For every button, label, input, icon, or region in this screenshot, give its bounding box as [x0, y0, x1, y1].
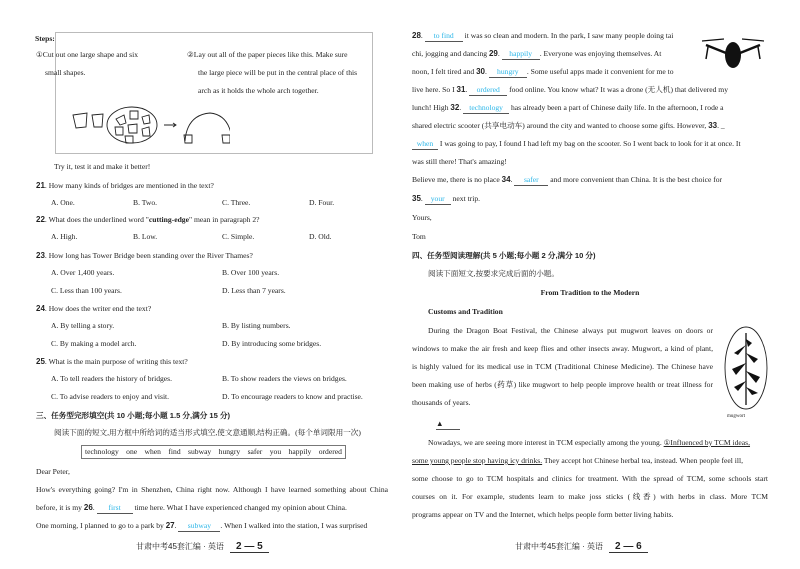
word-bank-item: one [126, 447, 138, 456]
step-1: ①Cut out one large shape and six [36, 50, 138, 59]
section-3-heading: 三、任务型完形填空(共 10 小题;每小题 1.5 分,满分 15 分) [36, 411, 231, 420]
paragraph-line: Nowadays, we are seeing more interest in TCM especially among the young. ①Influenced by TCM ideas, [428, 438, 751, 447]
letter-signature: Tom [412, 232, 426, 241]
question-21: 21. How many kinds of bridges are mentioned in the text? [36, 181, 214, 190]
option-25-b[interactable]: B. To show readers the views on bridges. [222, 374, 347, 383]
letter-greeting: Dear Peter, [36, 467, 70, 476]
word-bank-item: ordered [318, 447, 342, 456]
option-24-b[interactable]: B. By listing numbers. [222, 321, 291, 330]
option-25-a[interactable]: A. To tell readers the history of bridges. [51, 374, 173, 383]
option-21-c[interactable]: C. Three. [222, 198, 251, 207]
letter-line: before, it is my 26. first time here. What I have experienced changed my opinion about China. [36, 503, 347, 512]
section-4-instruction: 阅读下面短文,按要求完成后面的小题。 [428, 269, 559, 278]
word-bank-item: technology [85, 447, 119, 456]
word-bank-item: subway [188, 447, 212, 456]
blank-29[interactable]: happily [502, 49, 540, 60]
blank-33[interactable]: when [412, 139, 438, 150]
footer-right: 甘肃中考45套汇编 · 英语 2 — 6 [515, 541, 648, 552]
blank-32[interactable]: technology [463, 103, 509, 114]
passage-line: Believe me, there is no place 34. safer and more convenient than China. It is the best choice for [412, 175, 723, 184]
word-bank-item: happily [288, 447, 312, 456]
blank-30[interactable]: hungry [489, 67, 527, 78]
mugwort-caption: mugwort [727, 414, 746, 419]
question-23: 23. How long has Tower Bridge been standing over the River Thames? [36, 251, 253, 260]
option-24-d[interactable]: D. By introducing some bridges. [222, 339, 322, 348]
passage-subtitle: Customs and Tradition [428, 307, 503, 316]
letter-line: One morning, I planned to go to a park by 27. subway . When I walked into the station, I was surprised [36, 521, 368, 530]
arch-pieces-illustration [70, 105, 230, 150]
blank-35[interactable]: your [425, 194, 451, 205]
passage-line: 28. to find it was so clean and modern. In the park, I saw many people doing tai [412, 31, 674, 40]
paragraph-line: programs appear on TV and the Internet, which helps people form better living habits. [412, 510, 674, 519]
passage-line: 35. your next trip. [412, 194, 481, 203]
paragraph-line: During the Dragon Boat Festival, the Chinese always put mugwort leaves on doors or [428, 326, 713, 335]
passage-line: shared electric scooter (共享电动车) around the city and wanted to choose some gifts. However, 33. _ [412, 121, 725, 130]
option-25-d[interactable]: D. To encourage readers to know and practise. [222, 392, 363, 401]
passage-line: chi, jogging and dancing 29. happily . Everyone was enjoying themselves. At [412, 49, 662, 58]
option-22-c[interactable]: C. Simple. [222, 232, 255, 241]
passage-line: noon, I felt tired and 30. hungry . Some useful apps made it convenient for me to [412, 67, 674, 76]
option-24-a[interactable]: A. By telling a story. [51, 321, 115, 330]
section-4-heading: 四、任务型阅读理解(共 5 小题;每小题 2 分,满分 10 分) [412, 251, 596, 260]
blank-26[interactable]: first [97, 503, 133, 514]
passage-line: when I was going to pay, I found I had left my bag on the scooter. So I went back to look for it at once. It [412, 139, 741, 150]
blank-31[interactable]: ordered [469, 85, 507, 96]
passage-line: live here. So I 31. ordered food online. You know what? It was a drone (无人机) that delivered my [412, 85, 729, 94]
option-23-a[interactable]: A. Over 1,400 years. [51, 268, 115, 277]
footer-left: 甘肃中考45套汇编 · 英语 2 — 5 [136, 541, 269, 552]
option-22-b[interactable]: B. Low. [133, 232, 158, 241]
option-25-c[interactable]: C. To advise readers to enjoy and visit. [51, 392, 170, 401]
paragraph-line: thousands of years. [412, 398, 471, 407]
drone-image [698, 33, 768, 71]
word-bank-item: when [144, 447, 161, 456]
word-bank-item: find [168, 447, 181, 456]
step-1-cont: small shapes. [45, 68, 86, 77]
mugwort-image [722, 325, 770, 411]
paragraph-line: some choose to go to TCM hospitals and clinics for treatment. With the spread of TCM, some schools start [412, 474, 768, 483]
paragraph-line: been making use of herbs (药草) like mugwort to help people improve health or treat illness for [412, 380, 713, 389]
section-3-instruction: 阅读下面的短文,用方框中所给词的适当形式填空,使文意通顺,结构正确。(每个单词限用一次) [54, 428, 361, 437]
try-it-text: Try it, test it and make it better! [54, 162, 151, 171]
step-2-cont: the large piece will be put in the central place of this [198, 68, 358, 77]
question-24: 24. How does the writer end the text? [36, 304, 152, 313]
option-24-c[interactable]: C. By making a model arch. [51, 339, 137, 348]
step-2: ②Lay out all of the paper pieces like this. Make sure [187, 50, 348, 59]
question-25: 25. What is the main purpose of writing this text? [36, 357, 188, 366]
passage-line: lunch! High 32. technology has already been a part of Chinese daily life. In the afternoon, I rode a [412, 103, 724, 112]
paragraph-line: is highly valued for its medical use in TCM (Traditional Chinese Medicine). The Chinese have [412, 362, 713, 371]
answer-blank-mark[interactable]: ▲ [436, 419, 460, 430]
paragraph-line: courses on it. For example, students learn to make joss sticks (线香) with herbs in class. More TCM [412, 492, 768, 501]
option-22-d[interactable]: D. Old. [309, 232, 332, 241]
blank-27[interactable]: subway [178, 521, 220, 532]
option-21-b[interactable]: B. Two. [133, 198, 158, 207]
question-22: 22. What does the underlined word "cutting-edge" mean in paragraph 2? [36, 215, 260, 224]
letter-line: How's everything going? I'm in Shenzhen, China right now. Although I have learned something about China [36, 485, 388, 494]
blank-28[interactable]: to find [425, 31, 463, 42]
passage-title: From Tradition to the Modern [540, 288, 640, 297]
passage-line: was still there! That's amazing! [412, 157, 507, 166]
paragraph-line: windows to make the air fresh and keep flies and other insects away. Mugwort, a kind of plant, [412, 344, 713, 353]
word-bank-item: safer [247, 447, 263, 456]
blank-34[interactable]: safer [514, 175, 548, 186]
word-bank-box [81, 445, 346, 459]
option-23-c[interactable]: C. Less than 100 years. [51, 286, 122, 295]
word-bank-item: hungry [218, 447, 241, 456]
option-23-d[interactable]: D. Less than 7 years. [222, 286, 286, 295]
paragraph-line: some young people stop having icy drinks. They accept hot Chinese herbal tea, instead. When people feel ill, [412, 456, 744, 465]
option-21-d[interactable]: D. Four. [309, 198, 335, 207]
option-21-a[interactable]: A. One. [51, 198, 75, 207]
word-bank-item: you [269, 447, 282, 456]
letter-closing: Yours, [412, 213, 432, 222]
step-2-cont: arch as it holds the whole arch together. [198, 86, 319, 95]
option-23-b[interactable]: B. Over 100 years. [222, 268, 280, 277]
option-22-a[interactable]: A. High. [51, 232, 78, 241]
steps-title: Steps: [35, 34, 55, 43]
